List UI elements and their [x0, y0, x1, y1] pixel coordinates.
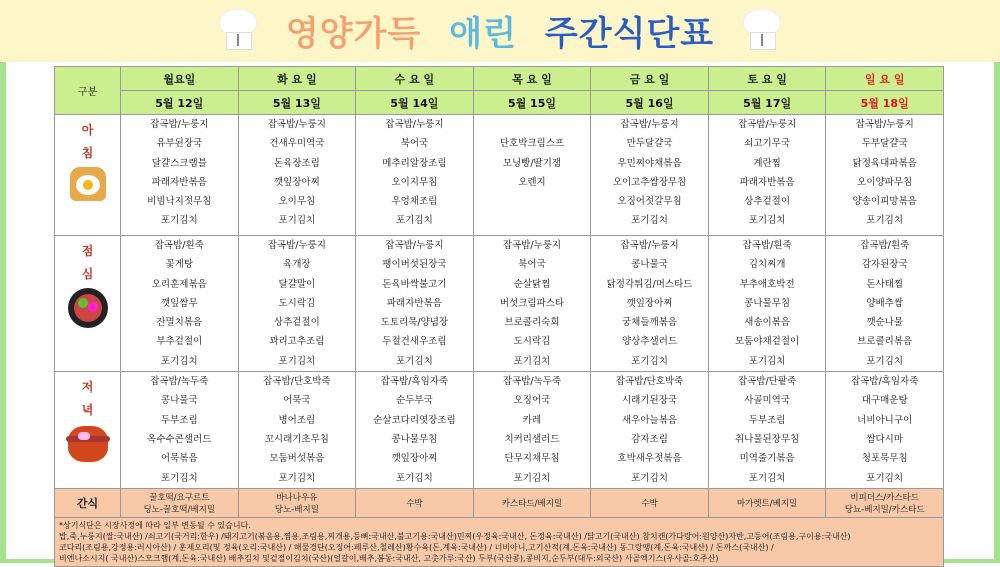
- day-name: 금 요 일: [591, 67, 709, 91]
- menu-item: 포기김치: [748, 215, 786, 227]
- menu-item: 돈육장조림: [273, 157, 320, 169]
- menu-item: 시래기된장국: [622, 395, 678, 407]
- menu-item: 포기김치: [278, 355, 316, 367]
- menu-item: 두부달걀국: [861, 138, 908, 150]
- menu-item: 오이지무침: [391, 176, 438, 188]
- note-line: 밥,죽,누룽지(쌀:국내산) /쇠고기(국거리:한우) /돼지고기(볶음용,찜용,조림용,찌개용,등뼈:국내산,불고기용:국내산)민찌(우정육:국내산, 돈정육:국내산) /닭고기(국내산) 참치캔(가다랑어:원양산)자반,고등어(조림용,구이용:국내산): [59, 531, 851, 541]
- menu-item: 잡곡밥/누룽지: [502, 240, 562, 251]
- snack-item: 비피더스/카스타드: [850, 492, 919, 503]
- snack-item: 당노-베지밀: [274, 504, 319, 515]
- menu-item: 건새우미역국: [269, 138, 325, 150]
- day-date: 5월 12일: [121, 91, 239, 115]
- menu-item: 감자조림: [631, 433, 668, 445]
- menu-item: 잡곡밥/누룽지: [150, 119, 209, 130]
- day-date: 5월 15일: [473, 91, 591, 115]
- menu-item: 포기김치: [748, 472, 786, 484]
- day-date: 5월 14일: [356, 91, 474, 115]
- menu-item: 잡곡밥/흑임자죽: [850, 376, 919, 388]
- bibimbap-bowl-icon: [55, 284, 120, 328]
- meal-label-bottom: 심: [81, 267, 94, 281]
- fried-egg-toast-icon: [55, 165, 120, 205]
- chef-hat-icon: [742, 10, 782, 54]
- snack-cell: [591, 488, 709, 517]
- menu-item: 파래자반볶음: [386, 297, 442, 309]
- menu-item: 오징어젓갈무침: [617, 196, 682, 208]
- menu-item: 잡곡밥/단호박죽: [263, 376, 331, 388]
- right-border: [994, 0, 1000, 563]
- menu-item: 달걀스크램블: [151, 157, 207, 169]
- menu-item: 깻순나물: [866, 317, 904, 329]
- menu-cell: [238, 236, 356, 372]
- snack-item: 카스타드/베지밀: [501, 498, 563, 509]
- menu-item: 만두달걀국: [626, 138, 673, 150]
- menu-item: 깻잎장아찌: [273, 176, 320, 188]
- menu-cell: [238, 115, 356, 236]
- day-name: 수 요 일: [356, 67, 474, 91]
- snack-item: 꿀호떡/요구르트: [149, 492, 210, 503]
- menu-item: 카레: [522, 414, 542, 426]
- menu-item: 콩나물무침: [391, 433, 438, 445]
- menu-item: 상추겉절이: [273, 317, 320, 329]
- menu-item: 우민찌야채볶음: [617, 157, 682, 169]
- menu-cell: [708, 115, 826, 236]
- menu-item: 팽이버섯된장국: [382, 259, 447, 271]
- snack-cell: [708, 488, 826, 517]
- left-border: [0, 0, 6, 563]
- menu-cell: [356, 236, 474, 372]
- menu-item: 두절건새우조림: [382, 336, 447, 348]
- menu-item: 유부된장국: [156, 138, 203, 150]
- menu-item: 닭정육대파볶음: [852, 157, 917, 169]
- menu-item: 북어국: [518, 259, 546, 271]
- menu-item: 달걀말이: [278, 278, 316, 290]
- menu-item: 쇠고기무국: [744, 138, 791, 150]
- snack-item: 당뇨-베지밀/카스타드: [844, 504, 925, 515]
- title-part-1: 영양가득: [285, 14, 422, 54]
- menu-item: 단무지채무침: [504, 453, 560, 465]
- menu-item: 순살닭찜: [513, 278, 551, 290]
- menu-item: 포기김치: [513, 355, 551, 367]
- menu-item: 포기김치: [631, 215, 668, 227]
- menu-item: 잡곡밥/누룽지: [267, 240, 326, 251]
- menu-cell: [356, 115, 474, 236]
- meal-label-cell: [55, 115, 121, 236]
- snack-cell: [238, 488, 356, 517]
- menu-item: 포기김치: [160, 215, 198, 227]
- day-date: 5월 18일: [826, 91, 944, 115]
- menu-cell: [591, 372, 709, 489]
- menu-cell: [591, 115, 709, 236]
- menu-cell: [826, 372, 944, 489]
- note-line: 비엔나소시지( 국내산)스모크햄(계,돈육:국내산) 배추김치 및겉절이김치(국산)(얼갈이,배추,봄동:국내산, 고춧가루:국산) 두부(국산콩),콩비지,순두부(대두:외국산) 사골엑기스(우사골:호주산): [59, 553, 719, 563]
- meal-label-top: 저: [81, 380, 94, 395]
- menu-item: 모둠버섯볶음: [269, 453, 325, 465]
- menu-cell: [473, 372, 591, 489]
- menu-item: 도토리묵/양념장: [380, 317, 449, 329]
- menu-item: [474, 192, 591, 211]
- menu-item: 비빔낙지젓무침: [147, 196, 212, 208]
- day-date: 5월 16일: [591, 91, 709, 115]
- menu-item: 새송이볶음: [744, 317, 791, 329]
- menu-item: 잡곡밥/누룽지: [267, 119, 326, 130]
- menu-cell: [473, 115, 591, 236]
- menu-cell: [826, 115, 944, 236]
- menu-item: [474, 115, 591, 134]
- day-name: 토 요 일: [708, 67, 826, 91]
- menu-item: 꽃게탕: [165, 259, 194, 271]
- menu-item: 도시락김: [513, 336, 551, 348]
- menu-item: 병어조림: [278, 414, 316, 426]
- menu-item: 파래자반볶음: [151, 176, 207, 188]
- menu-item: 브로콜리숙회: [504, 317, 560, 329]
- note-line: 코다리(조림용,강정용:러시아산) / 훈제오리(및 정육(오리:국내산) / 해물경단(오징어:페루산,철레산)황수육(돈,계육:국내산) / 너비아니,고기산적(계,돈육:국내산) 동그랑땡(계,돈육:국내산) / 돈까스(국내산) /: [59, 542, 774, 552]
- menu-item: 단호박크림스프: [499, 138, 565, 150]
- stew-pot-icon: [55, 420, 120, 464]
- menu-item: 잡곡밥/흰죽: [860, 240, 910, 251]
- menu-item: 깻잎쌈무: [160, 297, 198, 309]
- menu-item: 포기김치: [278, 472, 316, 484]
- menu-item: 파래자반볶음: [739, 176, 795, 188]
- menu-item: 잡곡밥/누룽지: [855, 119, 914, 130]
- menu-item: 새우아늘볶음: [622, 414, 678, 426]
- menu-item: 양배추쌈: [866, 297, 904, 309]
- day-date: 5월 17일: [708, 91, 826, 115]
- menu-item: 포기김치: [513, 472, 551, 484]
- snack-item: 수박: [641, 498, 658, 509]
- menu-item: 상추겉절이: [744, 196, 791, 208]
- menu-item: 두부조림: [160, 414, 198, 426]
- menu-item: 오리훈제볶음: [151, 278, 207, 290]
- note-line: *상기식단은 시장사정에 따라 일부 변동될 수 있습니다.: [59, 520, 251, 530]
- title-part-2: 애린: [449, 14, 517, 54]
- menu-item: 꽈리고추조림: [269, 336, 325, 348]
- menu-item: 양상추샐러드: [622, 336, 678, 348]
- menu-item: 포기김치: [866, 472, 904, 484]
- menu-item: 잡곡밥/녹두죽: [150, 376, 209, 388]
- menu-item: 포기김치: [160, 355, 198, 367]
- menu-item: 옥수수콘샐러드: [147, 433, 212, 445]
- menu-item: 어묵볶음: [160, 453, 198, 465]
- menu-item: 호박새우젓볶음: [617, 453, 682, 465]
- menu-item: 계란찜: [753, 157, 781, 169]
- meal-row: [55, 115, 944, 236]
- menu-item: 포기김치: [866, 355, 904, 367]
- menu-item: 포기김치: [396, 215, 433, 227]
- menu-cell: [121, 372, 239, 489]
- meal-row: [55, 236, 944, 372]
- menu-item: 미역줄기볶음: [739, 453, 795, 465]
- menu-item: 도시락김: [278, 297, 316, 309]
- category-header: 구분: [55, 67, 121, 115]
- menu-item: 꼬시래기초무침: [264, 433, 329, 445]
- menu-item: 메추리알장조림: [382, 157, 447, 169]
- menu-item: 포기김치: [396, 355, 433, 367]
- menu-item: 육개장: [283, 259, 311, 271]
- snack-cell: [473, 488, 591, 517]
- menu-item: 브로콜리볶음: [857, 336, 913, 348]
- menu-item: 김치찌개: [748, 259, 786, 271]
- day-name: 화 요 일: [238, 67, 356, 91]
- menu-item: 부추겉절이: [156, 336, 203, 348]
- menu-cell: [708, 236, 826, 372]
- snack-item: 수박: [406, 498, 423, 509]
- snack-item: 딩노-꿀호떡/베지밀: [143, 504, 216, 515]
- menu-item: 버섯크림파스타: [499, 297, 565, 309]
- meal-label-top: 아: [81, 123, 94, 137]
- menu-cell: [121, 236, 239, 372]
- menu-item: 돈사태찜: [866, 278, 904, 290]
- menu-item: 닭정각튀김/머스타드: [606, 278, 693, 290]
- menu-item: 순두부국: [396, 395, 433, 407]
- menu-cell: [238, 372, 356, 489]
- origin-notes: [55, 517, 944, 566]
- menu-cell: [708, 372, 826, 489]
- snack-item: 마가렛트/베지밀: [736, 498, 798, 509]
- menu-item: 포기김치: [866, 215, 904, 227]
- title-part-3: 주간식단표: [544, 14, 715, 54]
- menu-item: 잡곡밥/흰죽: [154, 240, 204, 251]
- snack-label: 간식: [55, 488, 121, 517]
- menu-item: 잡곡밥/누룽지: [620, 240, 679, 251]
- menu-item: 잡곡밥/단팥죽: [737, 376, 797, 388]
- menu-item: 오징어국: [513, 395, 551, 407]
- menu-item: 청포묵무침: [861, 453, 908, 465]
- menu-item: 오이고추쌈장무침: [612, 176, 687, 188]
- meal-row: [55, 372, 944, 489]
- menu-item: 잡곡밥/흰죽: [742, 240, 792, 251]
- menu-item: 모둠야채겉절이: [734, 336, 800, 348]
- menu-item: 잡곡밥/누룽지: [385, 240, 444, 251]
- menu-item: 순살코다리엿장조림: [373, 414, 456, 426]
- meal-label-cell: [55, 236, 121, 372]
- snack-cell: [826, 488, 944, 517]
- menu-item: 포기김치: [160, 472, 198, 484]
- menu-cell: [591, 236, 709, 372]
- menu-item: 포기김치: [631, 472, 668, 484]
- menu-item: 깻잎장아찌: [626, 297, 673, 309]
- menu-item: 모닝빵/딸기잼: [502, 157, 562, 169]
- menu-item: 잡곡밥/누룽지: [385, 119, 444, 130]
- snack-cell: [356, 488, 474, 517]
- menu-item: 포기김치: [631, 355, 668, 367]
- menu-item: 너비아니구이: [857, 414, 913, 426]
- menu-item: 취나물된장무침: [734, 433, 800, 445]
- menu-item: 치커리샐러드: [504, 433, 560, 445]
- menu-item: 포기김치: [748, 355, 786, 367]
- day-date: 5월 13일: [238, 91, 356, 115]
- notes-row: [55, 517, 944, 566]
- menu-item: 사골미역국: [744, 395, 791, 407]
- meal-label-bottom: 침: [81, 146, 94, 160]
- menu-cell: [356, 372, 474, 489]
- menu-item: 양송이피망볶음: [852, 196, 917, 208]
- day-name: 일 요 일: [826, 67, 944, 91]
- menu-item: 우엉채조림: [391, 196, 438, 208]
- day-name: 월요일: [121, 67, 239, 91]
- menu-item: 감자된장국: [861, 259, 908, 271]
- menu-item: 북어국: [400, 138, 429, 150]
- menu-item: 잡곡밥/누룽지: [737, 119, 797, 130]
- menu-item: 포기김치: [278, 215, 316, 227]
- snack-cell: [121, 488, 239, 517]
- menu-cell: [473, 236, 591, 372]
- menu-item: 잡곡밥/누룽지: [620, 119, 679, 130]
- menu-item: 궁채들깨볶음: [622, 317, 678, 329]
- snack-row: [55, 488, 944, 517]
- menu-item: 잔멸치볶음: [156, 317, 203, 329]
- menu-cell: [826, 236, 944, 372]
- menu-item: 오이무침: [278, 196, 316, 208]
- menu-item: 어묵국: [283, 395, 311, 407]
- page-title: [0, 6, 1000, 55]
- day-header-row: [55, 67, 944, 91]
- menu-item: 오렌지: [518, 176, 546, 188]
- title-banner: [0, 0, 1000, 62]
- menu-item: 콩나물국: [631, 259, 668, 271]
- snack-item: 바나나우유: [276, 492, 318, 503]
- menu-item: 깻잎장아찌: [391, 453, 438, 465]
- weekly-menu-table: [54, 66, 944, 567]
- meal-label-bottom: 녁: [81, 403, 94, 418]
- menu-cell: [121, 115, 239, 236]
- menu-item: 오이양파무침: [857, 176, 913, 188]
- menu-item: 콩나물국: [160, 395, 198, 407]
- menu-item: 잡곡밥/흑임자죽: [380, 376, 449, 388]
- day-name: 목 요 일: [473, 67, 591, 91]
- date-header-row: [55, 91, 944, 115]
- menu-item: 잡곡밥/녹두죽: [502, 376, 562, 388]
- menu-item: 포기김치: [396, 472, 433, 484]
- meal-label-cell: [55, 372, 121, 489]
- menu-item: 잡곡밥/단호박죽: [615, 376, 684, 388]
- menu-item: 돈육바싹불고기: [382, 278, 447, 290]
- menu-item: 대구매운탕: [861, 395, 908, 407]
- menu-item: 쌈다시마: [866, 433, 904, 445]
- menu-item: 두부조림: [748, 414, 786, 426]
- menu-item: 부추애호박전: [739, 278, 795, 290]
- meal-label-top: 점: [81, 244, 94, 258]
- menu-item: [474, 211, 591, 230]
- menu-item: 콩나물무침: [744, 297, 791, 309]
